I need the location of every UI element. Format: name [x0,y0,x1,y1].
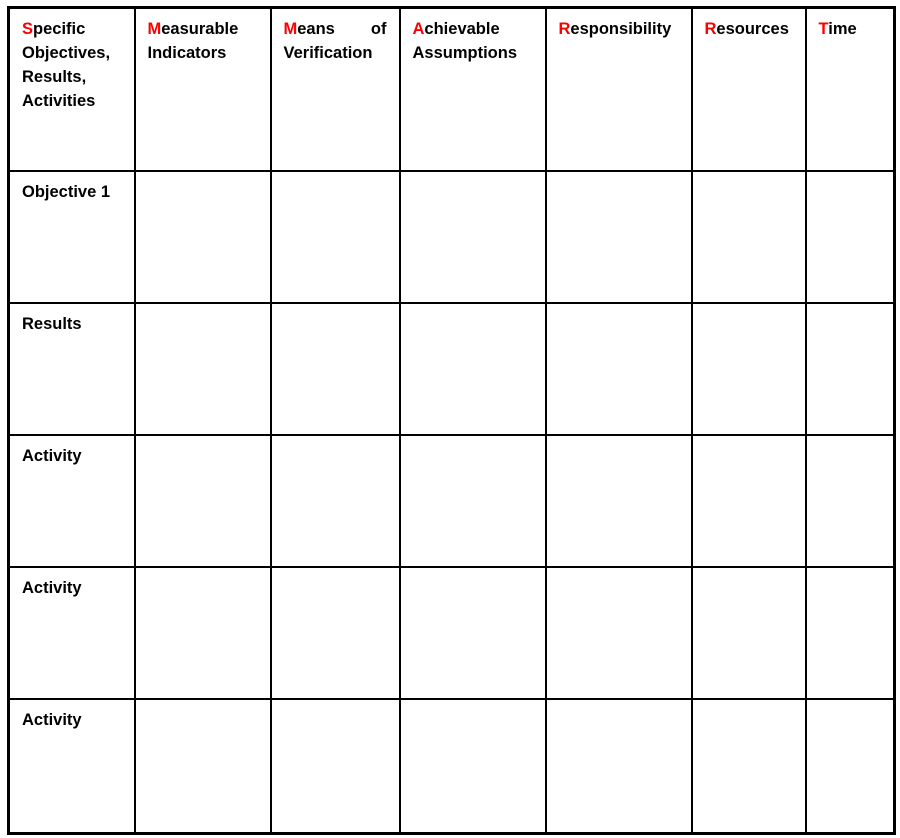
table-row [9,435,895,567]
table-cell[interactable] [546,435,692,567]
header-word: esources [716,20,789,38]
table-cell[interactable] [400,567,546,699]
header-initial: S [22,20,34,38]
header-cell-means [271,8,400,171]
table-cell[interactable] [546,171,692,303]
table-cell[interactable] [271,303,400,435]
table-cell[interactable] [692,171,806,303]
header-line: Objectives, [22,44,111,62]
table-cell[interactable] [400,303,546,435]
table-cell[interactable] [400,435,546,567]
header-first-line [819,17,882,41]
table-row [9,303,895,435]
table-cell[interactable] [546,567,692,699]
row-label: Activity [9,699,135,834]
smart-planning-table [7,6,896,835]
header-initial: M [147,20,162,38]
header-word: esponsibility [570,20,672,38]
table-cell[interactable] [135,303,271,435]
table-cell[interactable] [692,567,806,699]
table-cell[interactable] [271,567,400,699]
header-initial: T [818,20,829,38]
table-row [9,567,895,699]
header-first-line [559,17,679,41]
table-cell[interactable] [400,171,546,303]
header-line: Assumptions [412,44,518,62]
table-cell[interactable] [135,171,271,303]
header-word: eans [297,20,335,38]
header-first-line [148,17,258,41]
header-initial: A [412,20,425,38]
header-line: Verification [283,44,373,62]
header-initial: R [704,20,717,38]
header-line: Indicators [147,44,227,62]
table-cell[interactable] [692,699,806,834]
header-word: easurable [161,20,239,38]
table-cell[interactable] [135,699,271,834]
header-first-line [705,17,793,41]
row-label: Objective 1 [9,171,135,303]
table-cell[interactable] [135,435,271,567]
row-label: Results [9,303,135,435]
table-cell[interactable] [806,171,895,303]
table-cell[interactable] [546,699,692,834]
header-first-line [284,17,387,41]
header-initial: M [283,20,298,38]
table-cell[interactable] [271,699,400,834]
row-label: Activity [9,435,135,567]
header-word: pecific [33,20,86,38]
header-cell-achievable [400,8,546,171]
header-word: ime [828,20,857,38]
table-cell[interactable] [806,567,895,699]
table-row [9,171,895,303]
table-cell[interactable] [271,171,400,303]
table-cell[interactable] [546,303,692,435]
table-cell[interactable] [806,699,895,834]
table-cell[interactable] [692,435,806,567]
header-line: Results, [22,68,87,86]
header-initial: R [558,20,571,38]
table-cell[interactable] [271,435,400,567]
row-label: Activity [9,567,135,699]
table-cell[interactable] [806,303,895,435]
header-word: of [370,20,387,38]
header-cell-resources [692,8,806,171]
header-cell-time [806,8,895,171]
header-line: Activities [22,92,96,110]
header-cell-responsibility [546,8,692,171]
header-cell-specific [9,8,135,171]
table-cell[interactable] [400,699,546,834]
table-cell[interactable] [135,567,271,699]
header-row [9,8,895,171]
table-cell[interactable] [692,303,806,435]
header-first-line [22,17,122,41]
table-row [9,699,895,834]
header-cell-measurable [135,8,271,171]
header-first-line [413,17,533,41]
table-cell[interactable] [806,435,895,567]
header-word: chievable [424,20,500,38]
